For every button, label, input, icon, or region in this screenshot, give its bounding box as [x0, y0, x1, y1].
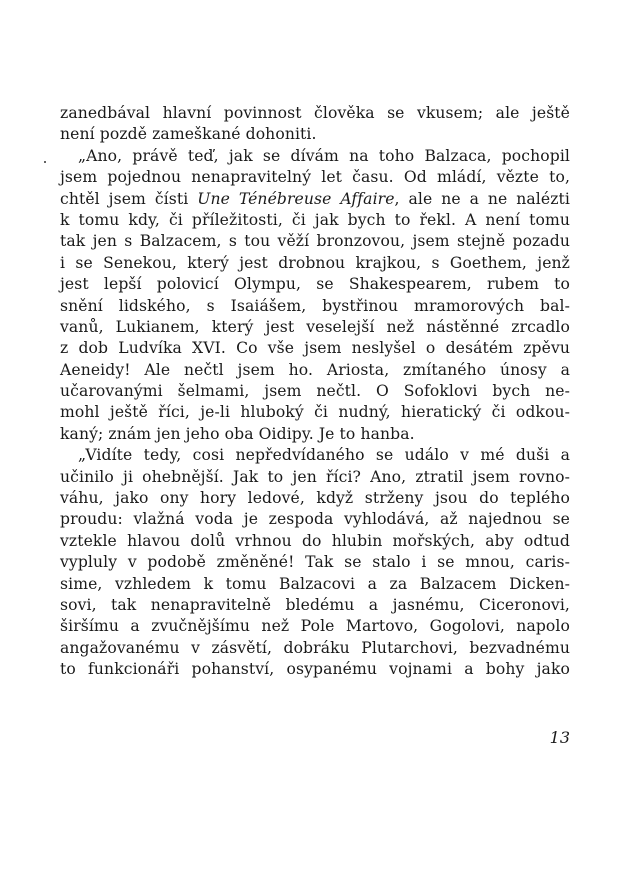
margin-dot — [44, 161, 46, 163]
text-line: mohl ještě říci, je-li hluboký či nudný, hieratický či odkou- — [60, 403, 570, 422]
text-line: jest lepší polovicí Olympu, se Shakespearem, rubem to — [60, 275, 570, 294]
body-text — [60, 103, 570, 681]
text-line: tak jen s Balzacem, s tou věží bronzovou, jsem stejně pozadu — [60, 232, 570, 251]
text-line: vypluly v podobě změněné! Tak se stalo i se mnou, caris- — [60, 553, 570, 572]
text-line: Aeneidy! Ale nečtl jsem ho. Ariosta, zmítaného únosy a — [60, 360, 570, 379]
text-line: učinilo ji ohebnější. Jak to jen říci? Ano, ztratil jsem rovno- — [60, 467, 570, 486]
text-line: to funkcionáři pohanství, osypanému vojnami a bohy jako — [60, 660, 570, 679]
text-line: vztekle hlavou dolů vrhnou do hlubin mořských, aby odtud — [60, 531, 570, 550]
text-line: sime, vzhledem k tomu Balzacovi a za Balzacem Dicken- — [60, 574, 570, 593]
text-line: „Vidíte tedy, cosi nepředvídaného se událo v mé duši a — [78, 446, 570, 465]
text-line: k tomu kdy, či příležitosti, či jak bych to řekl. A není tomu — [60, 210, 570, 229]
text-line: chtěl jsem čísti Une Ténébreuse Affaire, ale ne a ne nalézti — [60, 189, 570, 208]
text-line: zanedbával hlavní povinnost člověka se vkusem; ale ještě — [60, 104, 570, 122]
text-line: sovi, tak nenapravitelně bledému a jasnému, Ciceronovi, — [60, 595, 570, 614]
text-line: jsem pojednou nenapravitelný let času. Od mládí, vězte to, — [60, 168, 570, 187]
text-line: učarovanými šelmami, jsem nečtl. O Sofoklovi bych ne- — [60, 382, 570, 401]
text-line: i se Senekou, který jest drobnou krajkou, s Goethem, jenž — [60, 253, 570, 272]
text-line: kaný; znám jen jeho oba Oidipy. Je to hanba. — [60, 424, 415, 443]
text-line: „Ano, právě teď, jak se dívám na toho Balzaca, pochopil — [78, 146, 570, 165]
text-line: proudu: vlažná voda je zespoda vyhlodává, až najednou se — [60, 510, 570, 529]
text-line: z dob Ludvíka XVI. Co vše jsem neslyšel o desátém zpěvu — [60, 339, 570, 358]
text-line: není pozdě zameškané dohoniti. — [60, 125, 317, 144]
text-line: vanů, Lukianem, který jest veselejší než nástěnné zrcadlo — [60, 317, 570, 336]
text-line: váhu, jako ony hory ledové, když strženy jsou do teplého — [60, 489, 570, 508]
text-line: snění lidského, s Isaiášem, bystřinou mramorových bal- — [60, 296, 570, 315]
page-number: 13 — [549, 728, 570, 747]
text-line: širšímu a zvučnějšímu než Pole Martovo, Gogolovi, napolo — [60, 617, 570, 636]
book-title: Une Ténébreuse Affaire — [197, 189, 395, 208]
text-line: angažovanému v zásvětí, dobráku Plutarchovi, bezvadnému — [60, 638, 570, 657]
